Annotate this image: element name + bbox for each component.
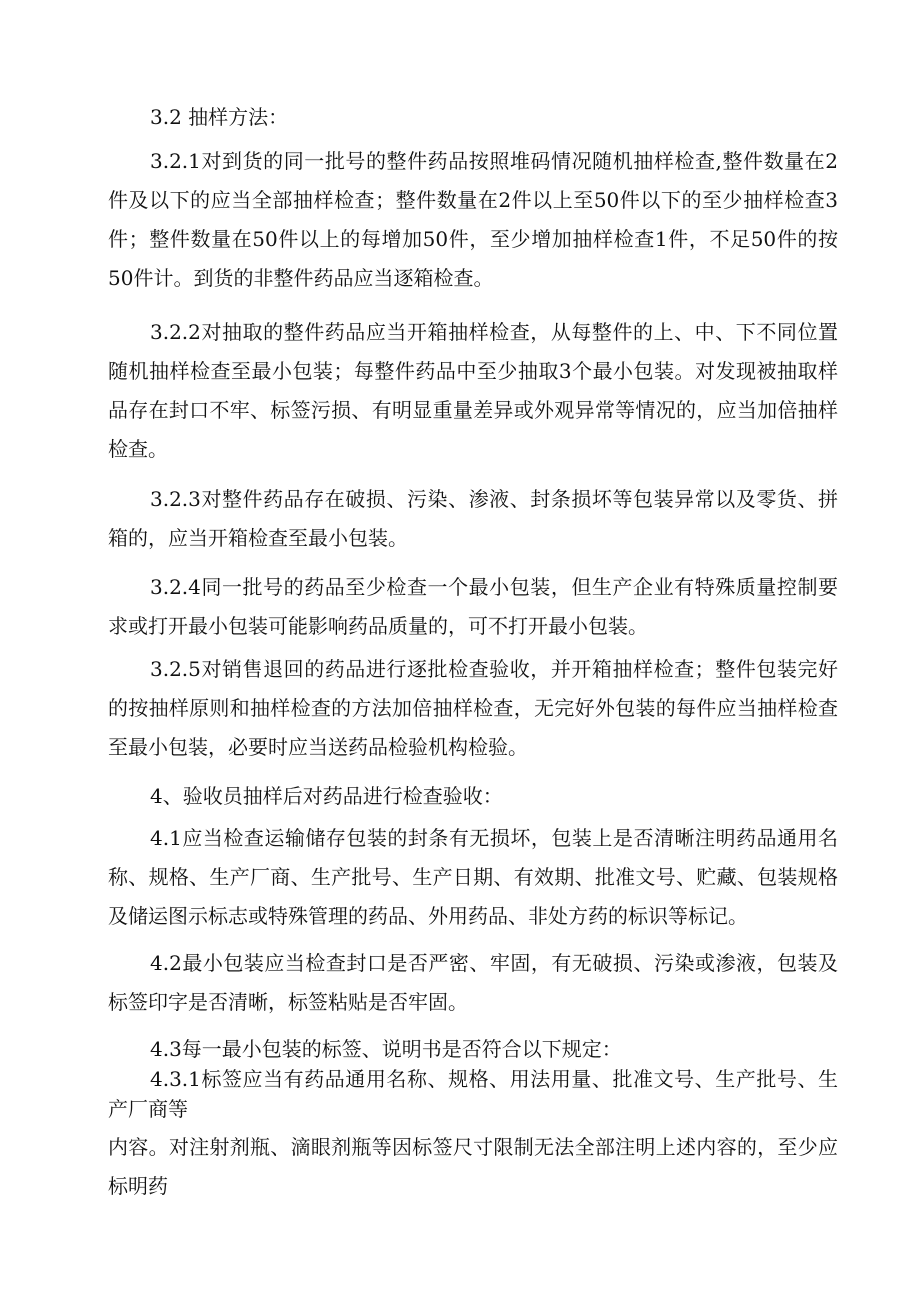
paragraph-3-2-1: 3.2.1对到货的同一批号的整件药品按照堆码情况随机抽样检查,整件数量在2件及以下的应当全部抽样检查；整件数量在2件以上至50件以下的至少抽样检查3件；整件数量在50件以上的每增加50件，至少增加抽样检查1件，不足50件的按50件计。到货的非整件药品应当逐箱检查。 — [108, 149, 838, 290]
paragraph-3-2-5: 3.2.5对销售退回的药品进行逐批检查验收，并开箱抽样检查；整件包装完好的按抽样原则和抽样检查的方法加倍抽样检查，无完好外包装的每件应当抽样检查至最小包装，必要时应当送药品检验机构检验。 — [108, 657, 838, 759]
paragraph-3-2-4: 3.2.4同一批号的药品至少检查一个最小包装，但生产企业有特殊质量控制要求或打开最小包装可能影响药品质量的，可不打开最小包装。 — [108, 575, 838, 638]
paragraph-continuation: 内容。对注射剂瓶、滴眼剂瓶等因标签尺寸限制无法全部注明上述内容的，至少应标明药 — [108, 1135, 838, 1198]
paragraph-4-3-1: 4.3.1标签应当有药品通用名称、规格、用法用量、批准文号、生产批号、生产厂商等 — [108, 1067, 838, 1121]
section-heading-3-2: 3.2 抽样方法： — [150, 105, 289, 129]
section-heading-4: 4、验收员抽样后对药品进行检查验收： — [150, 784, 503, 808]
paragraph-3-2-3: 3.2.3对整件药品存在破损、污染、渗液、封条损坏等包装异常以及零货、拼箱的，应当开箱检查至最小包装。 — [108, 487, 838, 550]
paragraph-4-2: 4.2最小包装应当检查封口是否严密、牢固，有无破损、污染或渗液，包装及标签印字是否清晰，标签粘贴是否牢固。 — [108, 951, 838, 1014]
paragraph-4-1: 4.1应当检查运输储存包装的封条有无损坏，包装上是否清晰注明药品通用名称、规格、生产厂商、生产批号、生产日期、有效期、批准文号、贮藏、包装规格及储运图示标志或特殊管理的药品、外用药品、非处方药的标识等标记。 — [108, 826, 838, 928]
paragraph-4-3: 4.3每一最小包装的标签、说明书是否符合以下规定： — [150, 1037, 622, 1061]
paragraph-3-2-2: 3.2.2对抽取的整件药品应当开箱抽样检查，从每整件的上、中、下不同位置随机抽样检查至最小包装；每整件药品中至少抽取3个最小包装。对发现被抽取样品存在封口不牢、标签污损、有明显重量差异或外观异常等情况的，应当加倍抽样检查。 — [108, 320, 838, 461]
